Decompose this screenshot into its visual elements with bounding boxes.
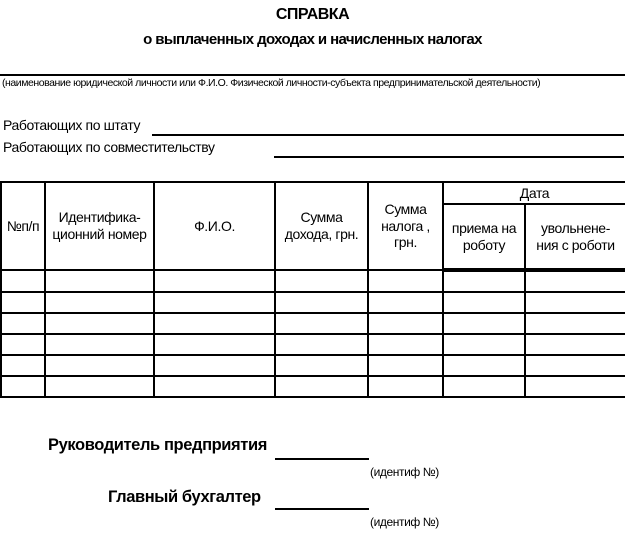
column-header-dismissal-date: увольнене-ния с роботи: [525, 204, 625, 270]
income-tax-table: [0, 181, 625, 398]
cell-tax-sum[interactable]: [368, 270, 443, 292]
cell-dismissal-date[interactable]: [525, 292, 625, 313]
column-header-full-name: Ф.И.О.: [154, 182, 275, 270]
cell-number[interactable]: [1, 270, 45, 292]
column-header-income-sum: Сумма дохода, грн.: [275, 182, 368, 270]
document-title: СПРАВКА: [275, 6, 350, 23]
cell-id-number[interactable]: [45, 270, 154, 292]
cell-number[interactable]: [1, 313, 45, 334]
cell-tax-sum[interactable]: [368, 334, 443, 355]
cell-income-sum[interactable]: [275, 313, 368, 334]
column-header-number: №п/п: [1, 182, 45, 270]
cell-hire-date[interactable]: [443, 292, 525, 313]
accountant-label: Главный бухгалтер: [108, 488, 261, 506]
parttime-count-field[interactable]: [274, 139, 624, 157]
column-header-id-number: Идентифика-ционний номер: [45, 182, 154, 270]
cell-hire-date[interactable]: [443, 313, 525, 334]
cell-id-number[interactable]: [45, 334, 154, 355]
accountant-id-caption: (идентиф №): [370, 515, 439, 529]
cell-hire-date[interactable]: [443, 270, 525, 292]
table-row: [1, 334, 625, 355]
cell-number[interactable]: [1, 334, 45, 355]
cell-id-number[interactable]: [45, 376, 154, 397]
director-id-caption: (идентиф №): [370, 465, 439, 479]
table-row: [1, 376, 625, 397]
cell-income-sum[interactable]: [275, 292, 368, 313]
staff-count-label: Работающих по штату: [3, 117, 141, 133]
parttime-count-underline: [274, 156, 624, 158]
column-header-hire-date: приема на роботу: [443, 204, 525, 270]
cell-income-sum[interactable]: [275, 355, 368, 376]
accountant-signature-line[interactable]: [275, 508, 369, 510]
cell-tax-sum[interactable]: [368, 292, 443, 313]
staff-count-underline: [152, 134, 624, 136]
cell-income-sum[interactable]: [275, 270, 368, 292]
table-row: [1, 313, 625, 334]
cell-id-number[interactable]: [45, 313, 154, 334]
document-subtitle: о выплаченных доходах и начисленных налогах: [143, 31, 482, 48]
cell-hire-date[interactable]: [443, 376, 525, 397]
cell-tax-sum[interactable]: [368, 355, 443, 376]
cell-id-number[interactable]: [45, 355, 154, 376]
cell-dismissal-date[interactable]: [525, 334, 625, 355]
cell-dismissal-date[interactable]: [525, 270, 625, 292]
cell-income-sum[interactable]: [275, 376, 368, 397]
table-row: [1, 292, 625, 313]
cell-id-number[interactable]: [45, 292, 154, 313]
cell-dismissal-date[interactable]: [525, 376, 625, 397]
cell-hire-date[interactable]: [443, 334, 525, 355]
cell-full-name[interactable]: [154, 355, 275, 376]
cell-full-name[interactable]: [154, 334, 275, 355]
cell-full-name[interactable]: [154, 292, 275, 313]
cell-hire-date[interactable]: [443, 355, 525, 376]
director-label: Руководитель предприятия: [48, 436, 267, 454]
cell-number[interactable]: [1, 355, 45, 376]
cell-dismissal-date[interactable]: [525, 313, 625, 334]
column-header-date-group: Дата: [443, 182, 625, 204]
cell-number[interactable]: [1, 376, 45, 397]
cell-dismissal-date[interactable]: [525, 355, 625, 376]
cell-tax-sum[interactable]: [368, 313, 443, 334]
director-signature-line[interactable]: [275, 458, 369, 460]
table-row: [1, 270, 625, 292]
entity-name-line[interactable]: [0, 74, 625, 76]
parttime-count-label: Работающих по совместительству: [3, 139, 215, 155]
cell-number[interactable]: [1, 292, 45, 313]
staff-count-field[interactable]: [152, 117, 624, 135]
table-row: [1, 355, 625, 376]
cell-income-sum[interactable]: [275, 334, 368, 355]
entity-name-caption: (наименование юридической личности или Ф.И.О. Физической личности-субъекта предпринимательской деятельности): [2, 77, 541, 89]
cell-full-name[interactable]: [154, 313, 275, 334]
column-header-tax-sum: Сумма налога , грн.: [368, 182, 443, 270]
cell-full-name[interactable]: [154, 270, 275, 292]
cell-tax-sum[interactable]: [368, 376, 443, 397]
cell-full-name[interactable]: [154, 376, 275, 397]
